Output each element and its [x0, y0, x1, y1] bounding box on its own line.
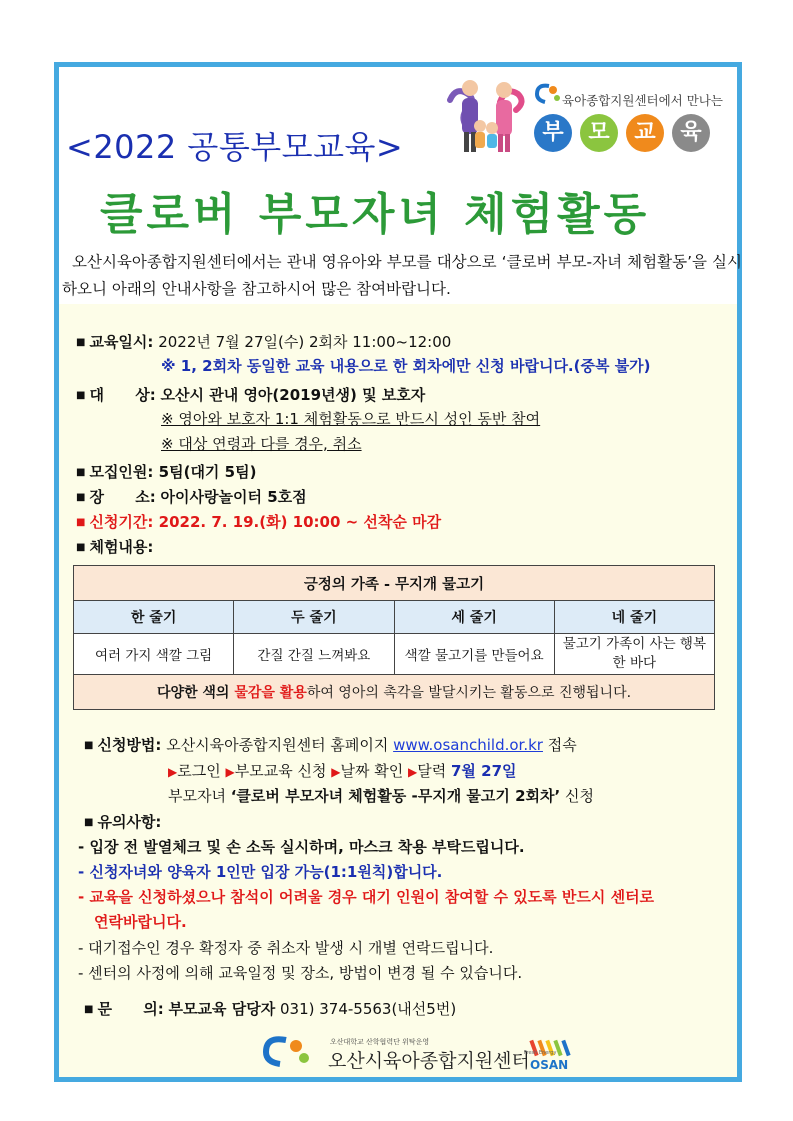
note-1: - 입장 전 발열체크 및 손 소독 실시하며, 마스크 착용 부탁드립니다. — [78, 838, 525, 856]
contact-person: 부모교육 담당자 — [168, 1000, 276, 1018]
info-date: ■ 교육일시: 2022년 7월 27일(수) 2회차 11:00~12:00 — [76, 333, 452, 351]
brand-badge-4: 육 — [672, 114, 710, 152]
note-2: - 신청자녀와 양육자 1인만 입장 가능(1:1원칙)합니다. — [78, 863, 443, 881]
program-post: 신청 — [560, 787, 594, 805]
table-column-2: 두 줄기 — [234, 601, 394, 634]
brand-tagline: 육아종합지원센터에서 만나는 — [562, 93, 723, 108]
step-4: 달력 — [417, 762, 447, 780]
activity-table — [73, 565, 715, 710]
brand-badge-3: 교 — [626, 114, 664, 152]
arrow-icon: ▶ — [331, 765, 341, 779]
table-header: 긍정의 가족 - 무지개 물고기 — [74, 566, 715, 601]
table-column-3: 세 줄기 — [394, 601, 554, 634]
target-value: 오산시 관내 영아(2019년생) 및 보호자 — [160, 386, 426, 404]
osan-logo-tag: Fresh Energy — [524, 1050, 557, 1056]
osan-logo — [524, 1036, 580, 1076]
info-recruit: ■ 모집인원: 5팀(대기 5팀) — [76, 463, 257, 481]
apply-text-after: 접속 — [547, 736, 577, 754]
table-cell-1: 여러 가지 색깔 그림 — [74, 634, 234, 675]
period-label: 신청기간: — [89, 513, 154, 531]
family-illustration — [440, 72, 530, 162]
brand-badge-2: 모 — [580, 114, 618, 152]
info-period: ■ 신청기간: 2022. 7. 19.(화) 10:00 ~ 선착순 마감 — [76, 513, 442, 531]
footer-small-text: 오산대학교 산학협력단 위탁운영 — [330, 1038, 430, 1046]
table-footer-post: 하여 영아의 촉각을 발달시키는 활동으로 진행됩니다. — [306, 685, 632, 701]
arrow-icon: ▶ — [168, 765, 178, 779]
period-value: 2022. 7. 19.(화) 10:00 ~ 선착순 마감 — [158, 513, 442, 531]
contact-phone: 031) 374-5563(내선5번) — [279, 1000, 457, 1018]
content-label: 체험내용: — [89, 538, 154, 556]
date-value: 2022년 7월 27일(수) 2회차 11:00~12:00 — [158, 333, 452, 351]
page-title: 클로버 부모자녀 체험활동 — [100, 189, 651, 240]
step-2: 부모교육 신청 — [234, 762, 327, 780]
step-1: 로그인 — [177, 762, 221, 780]
place-value: 아이사랑놀이터 5호점 — [160, 488, 307, 506]
table-footer — [74, 675, 715, 710]
brand-logo-icon — [533, 82, 563, 108]
note-3: - 교육을 신청하셨으나 참석이 어려울 경우 대기 인원이 참여할 수 있도록 반드시 센터로 — [78, 888, 655, 906]
contact-label: 문 의: — [97, 1000, 164, 1018]
apply-steps — [168, 760, 517, 781]
table-column-4: 네 줄기 — [554, 601, 714, 634]
table-footer-highlight: 물감을 활용 — [234, 685, 307, 701]
note-5: - 센터의 사정에 의해 교육일정 및 장소, 방법이 변경 될 수 있습니다. — [78, 964, 523, 982]
apply-method: ■ 신청방법: 오산시육아종합지원센터 홈페이지 www.osanchild.or.kr 접속 — [84, 736, 577, 754]
target-note-2: ※ 대상 연령과 다를 경우, 취소 — [161, 435, 362, 453]
table-column-1: 한 줄기 — [74, 601, 234, 634]
note-4: - 대기접수인 경우 확정자 중 취소자 발생 시 개별 연락드립니다. — [78, 939, 494, 957]
page-subtitle: <2022 공통부모교육> — [66, 128, 404, 166]
intro-text: 오산시육아종합지원센터에서는 관내 영유아와 부모를 대상으로 ‘클로버 부모-자녀 체험활동’을 실시하오니 아래의 안내사항을 참고하시어 많은 참여바랍니다. — [62, 253, 742, 298]
table-footer-pre: 다양한 색의 — [156, 685, 235, 701]
intro-paragraph — [62, 249, 742, 303]
table-cell-2: 간질 간질 느껴봐요 — [234, 634, 394, 675]
info-content: ■ 체험내용: — [76, 538, 154, 556]
contact: ■ 문 의: 부모교육 담당자 031) 374-5563(내선5번) — [84, 1000, 457, 1018]
info-target: ■ 대 상: 오산시 관내 영아(2019년생) 및 보호자 — [76, 386, 426, 404]
arrow-icon: ▶ — [407, 765, 418, 779]
homepage-link[interactable]: www.osanchild.or.kr — [393, 736, 543, 754]
place-label: 장 소: — [89, 488, 156, 506]
arrow-icon: ▶ — [225, 765, 235, 779]
step-3: 날짜 확인 — [340, 762, 404, 780]
program-name: ‘클로버 부모자녀 체험활동 -무지개 물고기 2회차’ — [230, 787, 561, 805]
apply-date: 7월 27일 — [450, 762, 517, 780]
date-label: 교육일시: — [89, 333, 154, 351]
footer-center-name: 오산시육아종합지원센터 — [328, 1050, 530, 1072]
program-pre: 부모자녀 — [168, 787, 231, 805]
info-place: ■ 장 소: 아이사랑놀이터 5호점 — [76, 488, 307, 506]
recruit-label: 모집인원: — [89, 463, 154, 481]
date-note: ※ 1, 2회차 동일한 교육 내용으로 한 회차에만 신청 바랍니다.(중복 불가) — [161, 357, 651, 375]
target-label: 대 상: — [89, 386, 156, 404]
osan-logo-word: OSAN — [530, 1058, 569, 1072]
notes-heading: ■ 유의사항: — [84, 813, 162, 831]
apply-program — [168, 785, 594, 806]
recruit-value: 5팀(대기 5팀) — [158, 463, 257, 481]
brand-badge-1: 부 — [534, 114, 572, 152]
apply-label: 신청방법: — [97, 736, 162, 754]
center-logo-icon — [262, 1034, 320, 1070]
table-cell-4: 물고기 가족이 사는 행복한 바다 — [554, 634, 714, 675]
apply-text: 오산시육아종합지원센터 홈페이지 — [166, 736, 389, 754]
target-note-1: ※ 영아와 보호자 1:1 체험활동으로 반드시 성인 동반 참여 — [161, 410, 541, 428]
table-cell-3: 색깔 물고기를 만들어요 — [394, 634, 554, 675]
notes-label: 유의사항: — [97, 813, 162, 831]
note-3-cont: 연락바랍니다. — [94, 913, 187, 931]
